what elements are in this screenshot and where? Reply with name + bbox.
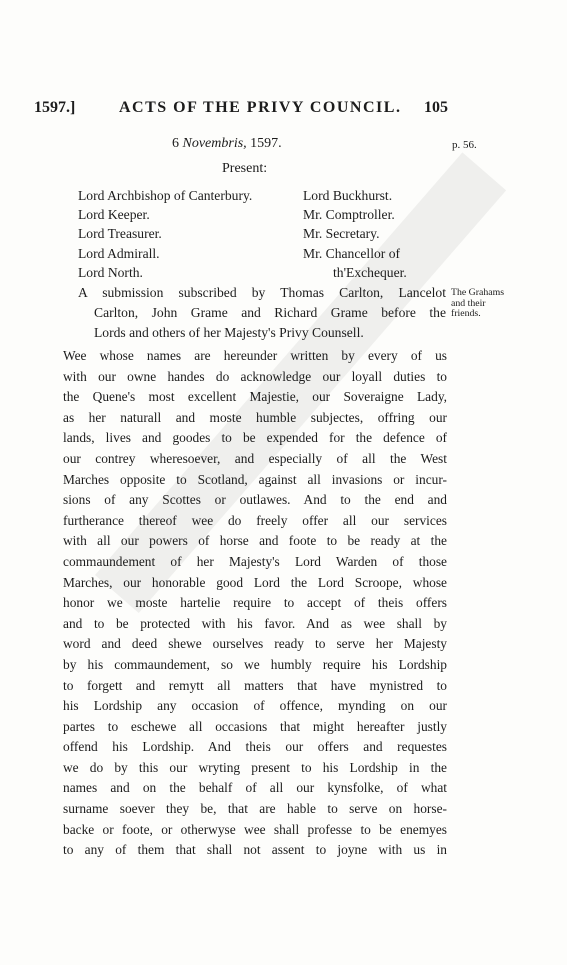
attendee: Lord Archbishop of Canterbury. <box>78 188 253 203</box>
body-line: our contrey wheresoever, and especially of all the West <box>63 450 447 466</box>
body-line: his Lordship any occasion of offence, mynding on our <box>63 698 447 714</box>
body-line: furtherance thereof wee do freely offer all our services <box>63 512 447 528</box>
attendee-continuation: th'Exchequer. <box>333 264 407 280</box>
attendee: Mr. Comptroller. <box>303 207 395 223</box>
attendee: Lord Treasurer. <box>78 226 162 242</box>
body-line: we do by this our wryting present to his Lordship in the <box>63 759 447 775</box>
body-line: with all our powers of horse and foote to be ready at the <box>63 533 447 549</box>
margin-note-line: friends. <box>451 308 481 319</box>
body-line: with our owne handes do acknowledge our loyall duties to <box>63 368 447 384</box>
attendee: Lord Keeper. <box>78 207 150 223</box>
body-line: as her naturall and moste humble subjectes, offring our <box>63 409 447 425</box>
body-line: to forgett and remytt all matters that have mynistred to <box>63 677 447 693</box>
entry-summary <box>78 283 446 342</box>
margin-note <box>451 288 504 320</box>
header-title: ACTS OF THE PRIVY COUNCIL. <box>119 99 402 116</box>
body-line: names and on the behalf of all our kynsfolke, of what <box>63 780 447 796</box>
summary-line: Lords and others of her Majesty's Privy Counsell. <box>94 324 364 340</box>
date-day: 6 <box>172 136 179 151</box>
header-year: 1597.] <box>34 99 76 116</box>
body-line: partes to eschewe all occasions that might hereafter justly <box>63 718 447 734</box>
header-page-number: 105 <box>424 99 448 116</box>
body-line: the Quene's most excellent Majestie, our Soveraigne Lady, <box>63 389 447 405</box>
body-line: to any of them that shall not assent to joyne with us in <box>63 842 447 858</box>
margin-note-line: The Grahams <box>451 287 505 298</box>
body-line: and to be protected with his favor. And as wee shall by <box>63 615 447 631</box>
date-year: 1597. <box>250 136 282 151</box>
attendee: Mr. Secretary. <box>303 226 380 242</box>
margin-note-line: and their <box>451 297 486 309</box>
body-line: honor we moste hartelie require to accept of theis offers <box>63 595 447 611</box>
body-line: sions of any Scottes or outlawes. And to the end and <box>63 492 447 508</box>
body-line: word and deed shewe ourselves ready to serve her Majesty <box>63 636 447 652</box>
body-line: Wee whose names are hereunder written by every of us <box>63 348 447 363</box>
attendee: Lord Admirall. <box>78 245 160 261</box>
body-line: offend his Lordship. And theis our offers and requestes <box>63 739 447 755</box>
body-line: commaundement of her Majesty's Lord Warden of those <box>63 553 447 569</box>
attendees-left <box>78 186 252 282</box>
summary-line: A submission subscribed by Thomas Carlton, Lancelot <box>78 285 446 300</box>
date-month: Novembris, <box>182 136 247 151</box>
summary-line: Carlton, John Grame and Richard Grame before the <box>94 304 446 320</box>
attendee: Lord North. <box>78 264 143 280</box>
attendee: Lord Buckhurst. <box>303 188 393 203</box>
attendee: Mr. Chancellor of <box>303 245 401 261</box>
body-line: surname soever they be, that are hable to serve on horse- <box>63 801 447 817</box>
page-reference: p. 56. <box>452 139 477 151</box>
body-line: Marches, our honorable good Lord the Lord Scroope, whose <box>63 574 447 590</box>
meeting-date <box>172 135 282 153</box>
present-heading: Present: <box>222 161 268 176</box>
body-line: backe or foote, or otherwyse wee shall professe to be enemyes <box>63 821 447 837</box>
body-line: Marches opposite to Scotland, against all invasions or incur- <box>63 471 447 487</box>
body-line: lands, lives and goodes to be expended for the defence of <box>63 430 447 446</box>
body-paragraph <box>63 346 447 861</box>
body-line: by his commaundement, so we humbly require his Lordship <box>63 656 447 672</box>
attendees-right <box>303 186 407 282</box>
